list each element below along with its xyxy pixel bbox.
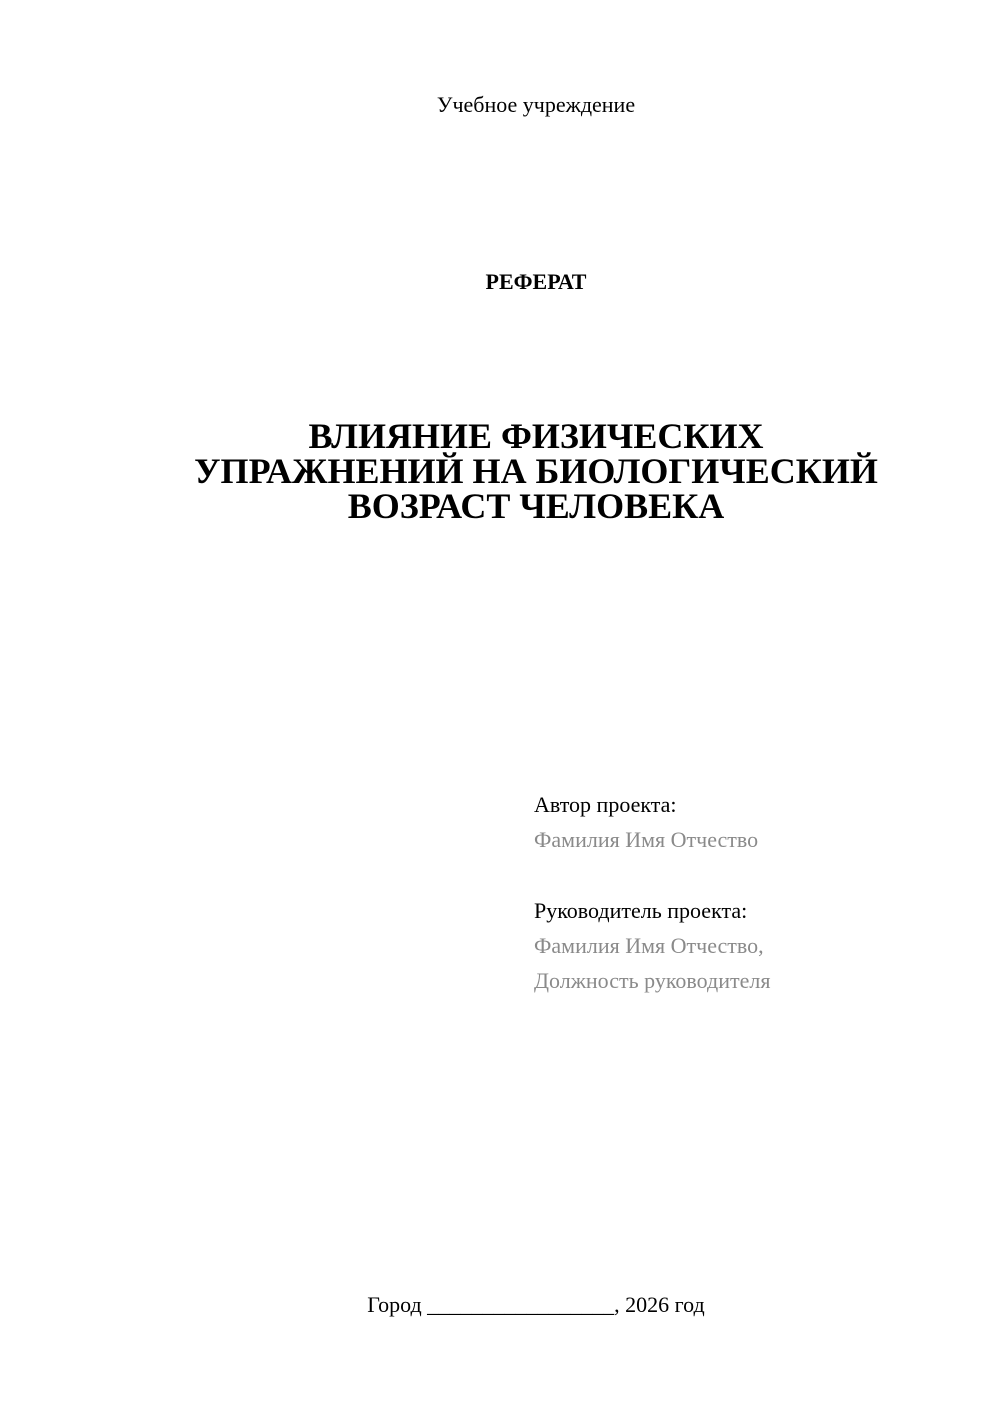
supervisor-position: Должность руководителя (534, 968, 771, 993)
author-name: Фамилия Имя Отчество (534, 827, 759, 852)
author-label: Автор проекта: (534, 792, 677, 817)
supervisor-block (534, 893, 974, 998)
document-title (0, 416, 1000, 526)
title-line: ВЛИЯНИЕ ФИЗИЧЕСКИХ (308, 416, 764, 456)
supervisor-name: Фамилия Имя Отчество, (534, 933, 764, 958)
institution-name: Учебное учреждение (436, 92, 636, 117)
supervisor-label: Руководитель проекта: (534, 898, 748, 923)
document-type: РЕФЕРАТ (485, 269, 587, 294)
city-year-line: Город _________________, 2026 год (367, 1292, 705, 1317)
author-block (534, 787, 974, 857)
title-line: ВОЗРАСТ ЧЕЛОВЕКА (347, 486, 725, 526)
title-line: УПРАЖНЕНИЙ НА БИОЛОГИЧЕСКИЙ (194, 451, 878, 491)
